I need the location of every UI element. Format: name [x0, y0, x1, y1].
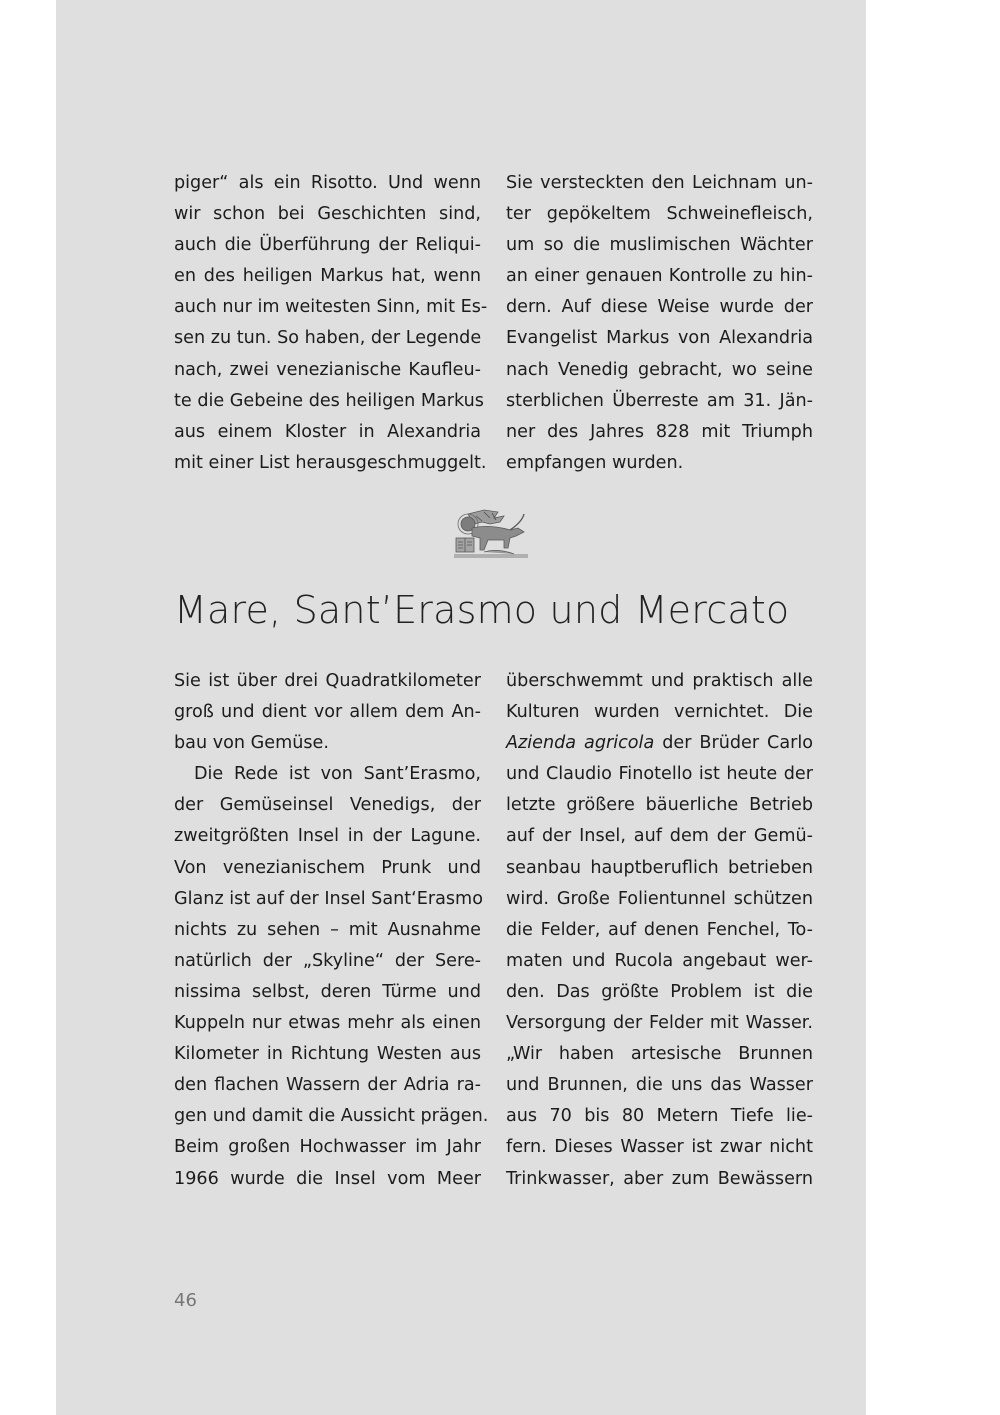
text-line: aus 70 bis 80 Metern Tiefe lie-	[506, 1106, 813, 1127]
text-line: seanbau hauptberuflich betrieben	[506, 857, 813, 878]
text-line: sterblichen Überreste am 31. Jän-	[506, 390, 813, 411]
text-line: nach, zwei venezianische Kaufleu-	[174, 359, 481, 380]
text-line: Beim großen Hochwasser im Jahr	[174, 1137, 481, 1158]
text-line: natürlich der „Skyline“ der Sere-	[174, 950, 481, 971]
text-line: wir schon bei Geschichten sind,	[174, 204, 481, 225]
text-line: den. Das größte Problem ist die	[506, 981, 813, 1002]
section-heading: Mare, Sant’Erasmo und Mercato	[174, 588, 790, 632]
text-line: Trinkwasser, aber zum Bewässern	[506, 1168, 813, 1189]
text-column-bottom-left	[174, 666, 489, 1195]
text-line: mit einer List herausgeschmuggelt.	[174, 452, 487, 473]
text-line: piger“ als ein Risotto. Und wenn	[174, 173, 481, 193]
text-line: an einer genauen Kontrolle zu hin-	[506, 266, 813, 287]
text-line: groß und dient vor allem dem An-	[174, 702, 481, 723]
text-line: und Claudio Finotello ist heute der	[506, 764, 813, 785]
text-line: bau von Gemüse.	[174, 733, 329, 754]
text-line: nissima selbst, deren Türme und	[174, 981, 481, 1002]
text-line: auf der Insel, auf dem der Gemü-	[506, 826, 813, 847]
text-line: dern. Auf diese Weise wurde der	[506, 297, 813, 318]
text-column-top-right	[506, 168, 813, 479]
text-fragment: der Brüder Carlo	[654, 733, 813, 754]
text-line: sen zu tun. So haben, der Legende	[174, 328, 482, 349]
text-column-top-left	[174, 168, 488, 479]
text-line: Kilometer in Richtung Westen aus	[174, 1044, 481, 1065]
text-line: nichts zu sehen – mit Ausnahme	[174, 919, 481, 940]
text-line: fern. Dieses Wasser ist zwar nicht	[506, 1137, 813, 1158]
text-line: nach Venedig gebracht, wo seine	[506, 359, 813, 380]
text-line: überschwemmt und praktisch alle	[506, 671, 813, 691]
text-line: Versorgung der Felder mit Wasser.	[506, 1013, 813, 1034]
text-line: zweitgrößten Insel in der Lagune.	[174, 826, 481, 847]
text-line: gen und damit die Aussicht prägen.	[174, 1106, 489, 1127]
text-line: Sie ist über drei Quadratkilometer	[174, 671, 481, 691]
text-line: der Gemüseinsel Venedigs, der	[174, 795, 481, 816]
text-line: letzte größere bäuerliche Betrieb	[506, 795, 813, 816]
text-line: Die Rede ist von Sant’Erasmo,	[194, 764, 481, 785]
text-line: Von venezianischem Prunk und	[174, 857, 481, 878]
text-line: auch nur im weitesten Sinn, mit Es-	[174, 297, 488, 318]
text-line: Sie versteckten den Leichnam un-	[506, 173, 813, 193]
text-line: Glanz ist auf der Insel Sant‘Erasmo	[174, 888, 483, 909]
text-line: auch die Überführung der Reliqui-	[174, 235, 481, 256]
page-number: 46	[174, 1290, 197, 1311]
text-line: te die Gebeine des heiligen Markus	[174, 390, 484, 411]
text-line: maten und Rucola angebaut wer-	[506, 950, 813, 971]
text-line: Evangelist Markus von Alexandria	[506, 328, 813, 349]
book-page	[56, 0, 866, 1415]
text-line: den flachen Wassern der Adria ra-	[174, 1075, 481, 1096]
text-line: und Brunnen, die uns das Wasser	[506, 1075, 813, 1096]
text-line: um so die muslimischen Wächter	[506, 235, 813, 256]
text-line: 1966 wurde die Insel vom Meer	[174, 1168, 481, 1189]
italic-company-name: Azienda agricola	[506, 733, 655, 754]
text-line	[506, 728, 813, 759]
text-line: die Felder, auf denen Fenchel, To-	[506, 919, 813, 940]
text-line: ner des Jahres 828 mit Triumph	[506, 421, 813, 442]
text-line: ter gepökeltem Schweinefleisch,	[506, 204, 813, 225]
text-line: wird. Große Folientunnel schützen	[506, 888, 813, 909]
winged-lion-of-st-mark-icon	[454, 508, 528, 560]
text-line: „Wir haben artesische Brunnen	[506, 1044, 813, 1065]
text-line: Kulturen wurden vernichtet. Die	[506, 702, 813, 723]
text-line: aus einem Kloster in Alexandria	[174, 421, 481, 442]
text-line: Kuppeln nur etwas mehr als einen	[174, 1013, 481, 1034]
text-line: empfangen wurden.	[506, 452, 684, 473]
text-line: en des heiligen Markus hat, wenn	[174, 266, 481, 287]
text-column-bottom-right	[506, 666, 813, 1195]
